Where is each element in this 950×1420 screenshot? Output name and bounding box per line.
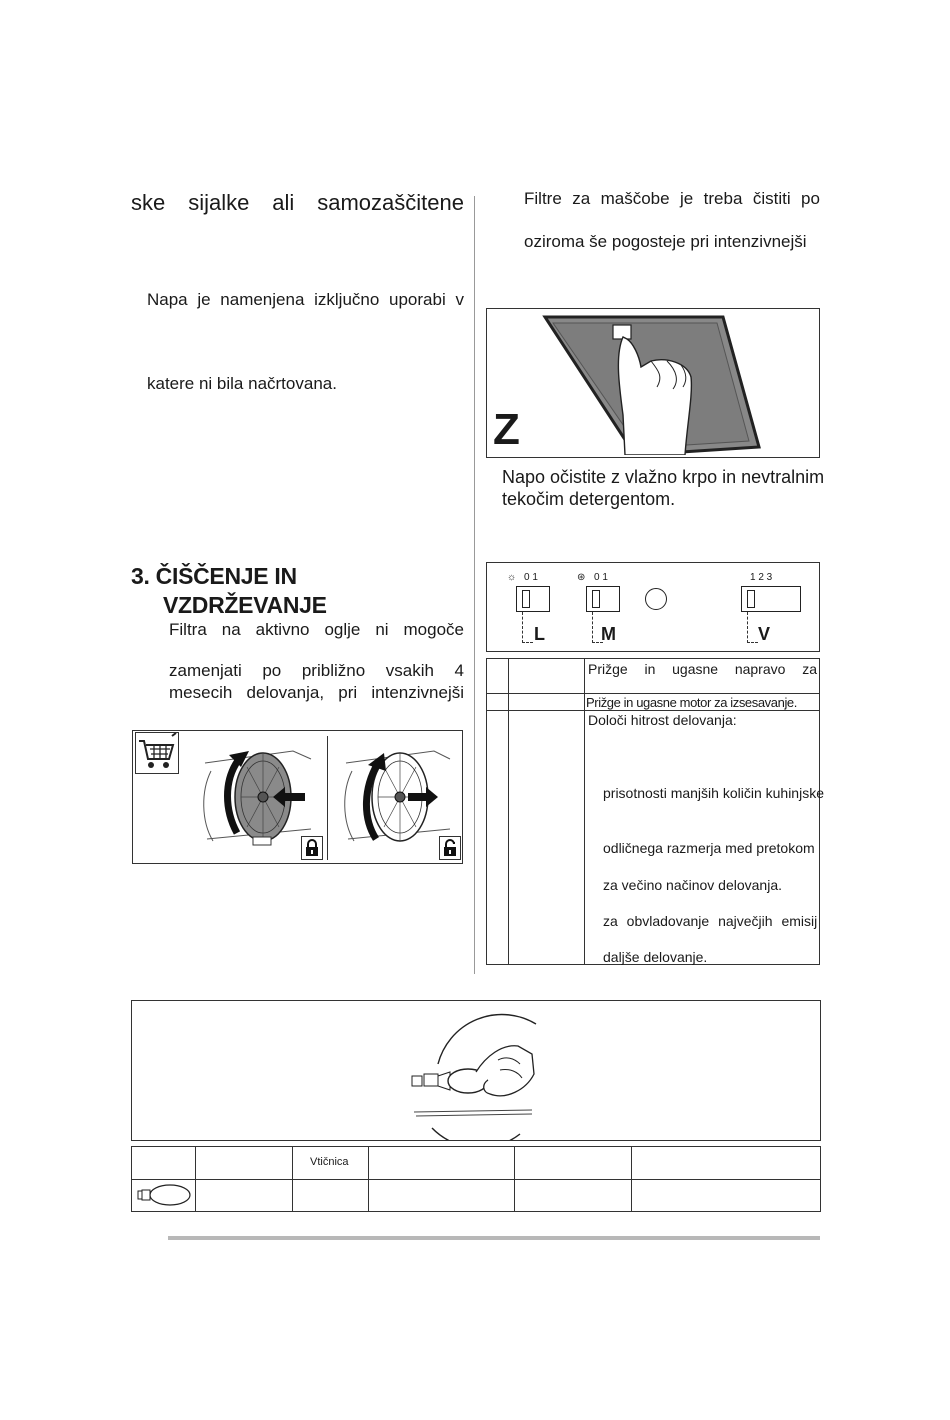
word: intenzivnejši (371, 683, 464, 702)
controls-table (486, 658, 824, 965)
light-switch[interactable] (516, 586, 550, 612)
lamp-table (131, 1146, 821, 1212)
word: ugasne (672, 661, 719, 677)
word: aktivno (255, 620, 310, 639)
word: namenjena (220, 290, 305, 309)
lamp-replacement-drawing (402, 1004, 552, 1140)
left-paragraph-2 (147, 290, 464, 310)
word: po (801, 189, 820, 208)
left-paragraph-4-line1 (169, 620, 464, 640)
word: mogoče (403, 620, 464, 639)
word: oglje (324, 620, 361, 639)
grease-filter-drawing (527, 315, 767, 455)
light-icon: ☼ (507, 572, 517, 583)
word: čistiti (752, 189, 791, 208)
word: sijalke (188, 190, 250, 215)
word: za (572, 189, 591, 208)
word: Filtre (524, 189, 562, 208)
speed-item-4: za obvladovanje največjih emisij (603, 913, 818, 929)
column-divider (474, 196, 475, 974)
lock-closed-icon (301, 836, 323, 860)
label-l: L (534, 624, 545, 644)
word: ali (272, 190, 295, 215)
figure-caption-line1: Napo očistite z vlažno krpo in nevtralnim (502, 467, 825, 487)
speed-item-1: prisotnosti manjših količin kuhinjske (603, 785, 824, 801)
left-paragraph-3: katere ni bila načrtovana. (147, 374, 337, 393)
lamp-replacement-figure (131, 1000, 821, 1141)
speed-marks: 1 2 3 (750, 572, 773, 583)
word: po (262, 661, 282, 680)
fan-icon: ⊛ (577, 572, 586, 583)
word: Prižge (588, 661, 628, 677)
indicator-light (645, 588, 667, 610)
speed-item-3: za večino načinov delovanja. (603, 877, 783, 893)
word: ske (131, 190, 166, 215)
word: je (680, 189, 694, 208)
left-paragraph-1 (131, 190, 464, 216)
speed-item-5: daljše delovanje. (603, 949, 708, 965)
left-paragraph-4-line3 (169, 683, 464, 703)
table-row-2-text: Prižge in ugasne motor za izsesavanje. (586, 695, 797, 710)
word: uporabi (389, 290, 446, 309)
word: izključno (314, 290, 380, 309)
word: 4 (454, 661, 464, 680)
word: samozaščitene (317, 190, 464, 215)
figure-caption-line2: tekočim detergentom. (502, 489, 676, 509)
word: Napa (147, 290, 188, 309)
section-heading-line2: VZDRŽEVANJE (163, 592, 327, 618)
speed-item-2: odličnega razmerja med pretokom (603, 840, 815, 856)
header-cell-socket: Vtičnica (310, 1156, 349, 1168)
word: pri (338, 683, 358, 702)
figure-letter: Z (493, 405, 520, 454)
word: je (197, 290, 211, 309)
table-row-1-text (588, 661, 817, 677)
word: napravo (734, 661, 786, 677)
lamp-bulb-icon (136, 1183, 192, 1212)
grease-filter-figure (486, 308, 820, 458)
word: za (802, 661, 817, 677)
lock-open-icon (439, 836, 461, 860)
carbon-filter-figure (132, 730, 463, 864)
word: maščobe (600, 189, 670, 208)
word: treba (703, 189, 743, 208)
word: na (221, 620, 241, 639)
word: v (455, 290, 464, 309)
right-paragraph-1-line2: oziroma še pogosteje pri intenzivnejši (524, 232, 807, 251)
light-marks: 0 1 (524, 572, 538, 583)
word: približno (301, 661, 366, 680)
word: Filtra (169, 620, 207, 639)
speed-switch[interactable] (741, 586, 801, 612)
shopping-cart-icon (135, 732, 179, 774)
right-paragraph-1-line1 (524, 189, 820, 209)
motor-switch[interactable] (586, 586, 620, 612)
word: ni (375, 620, 389, 639)
word: mesecih (169, 683, 233, 702)
word: zamenjati (169, 661, 242, 680)
section-heading-line1: 3. ČIŠČENJE IN (131, 563, 297, 589)
control-panel-figure (486, 562, 820, 652)
word: in (644, 661, 656, 677)
footer-rule (168, 1236, 820, 1240)
word: vsakih (385, 661, 434, 680)
filter-fitting-drawing (338, 741, 453, 859)
word: delovanja, (246, 683, 325, 702)
label-v: V (758, 624, 771, 644)
label-m: M (601, 624, 616, 644)
left-paragraph-4-line2 (169, 661, 464, 681)
table-row-3-title: Določi hitrost delovanja: (588, 712, 737, 728)
motor-marks: 0 1 (594, 572, 608, 583)
